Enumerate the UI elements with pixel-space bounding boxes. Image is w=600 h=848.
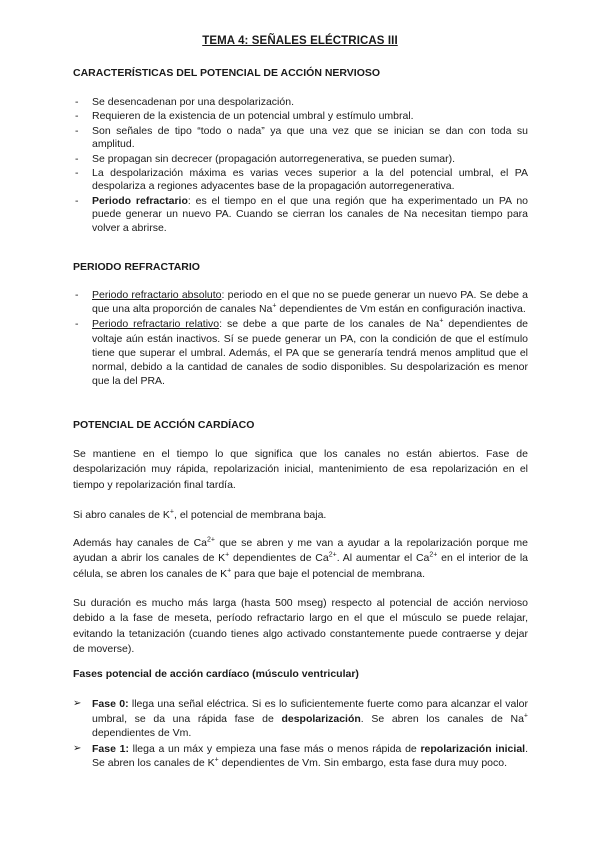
- list-periodo: [73, 288, 528, 389]
- paragraph: Se mantiene en el tiempo lo que significa que los canales no están abiertos. Fase de despolarización muy rápida, repolarización inicial, mantenimiento de esa repolarización en el tiempo y repolarización final tardía.: [73, 448, 528, 491]
- list-item: ➢ Fase 0: llega una señal eléctrica. Si es lo suficientemente fuerte como para alcanzar el valor umbral, se da una rápida fase de despolarización. Se abren los canales de Na+ dependientes de Vm.: [73, 698, 529, 739]
- paragraph: Si abro canales de K+, el potencial de membrana baja.: [73, 508, 327, 521]
- list-item: - Requieren de la existencia de un potencial umbral y estímulo umbral.: [75, 110, 414, 123]
- section-heading-nervioso: CARACTERÍSTICAS DEL POTENCIAL DE ACCIÓN NERVIOSO: [73, 67, 381, 79]
- list-item: - Periodo refractario absoluto: periodo en el que no se puede generar un nuevo PA. Se debe a que una alta proporción de canales Na+ dependientes de Vm están en configuración inactiva.: [75, 289, 528, 316]
- list-caracteristicas: [73, 96, 528, 236]
- arrow-bullet-icon: ➢: [73, 698, 82, 709]
- list-item: - Periodo refractario: es el tiempo en el que una región que ha experimentado un PA no puede generar un nuevo PA. Cuando se cierran los canales de Na necesitan tiempo para volver a abrirse.: [75, 194, 529, 234]
- list-item: - Son señales de tipo “todo o nada” ya que una vez que se inician se dan con toda su amplitud.: [75, 124, 528, 151]
- paragraph: Su duración es mucho más larga (hasta 500 mseg) respecto al potencial de acción nervioso debido a la fase de meseta, período refractario largo en el que el músculo se puede relajar, evitando la tetanización (cuando tienes algo activado constantemente puede contraerse y dejar de moverse).: [73, 597, 528, 655]
- page-title: TEMA 4: SEÑALES ELÉCTRICAS III: [202, 35, 398, 47]
- section-heading-periodo: PERIODO REFRACTARIO: [73, 261, 200, 273]
- list-item: - Se propagan sin decrecer (propagación autorregenerativa, se pueden sumar).: [75, 152, 456, 165]
- paragraph: Además hay canales de $Ca^{2+}$ que se abren y me van a ayudar a la repolarización porque me ayudan a abrir los canales de K+ dependientes de $Ca^{2+}$. Al aumentar el $Ca^{2+}$ en el interior de la célula, se abren los canales de K+ para que baje el potencial de membrana.: [73, 536, 528, 580]
- list-item: - Se desencadenan por una despolarización.: [75, 96, 294, 108]
- section-heading-fases: Fases potencial de acción cardíaco (músculo ventricular): [73, 668, 359, 680]
- arrow-bullet-icon: ➢: [73, 742, 82, 754]
- list-item: ➢ Fase 1: llega a un máx y empieza una fase más o menos rápida de repolarización inicial. Se abren los canales de K+ dependientes de Vm. Sin embargo, esta fase dura muy poco.: [73, 742, 528, 769]
- list-item: - La despolarización máxima es varias veces superior a la del potencial umbral, el PA despolariza a regiones adyacentes base de la propagación autorregenerativa.: [75, 167, 528, 193]
- list-item: - Periodo refractario relativo: se debe a que parte de los canales de Na+ dependientes de voltaje aún están inactivos. Sí se puede generar un PA, con la condición de que el estímulo tiene que superar el umbral. Además, el PA que se generaría tendrá menos amplitud que el normal, debido a la cantidad de canales de sodio disponibles. Su despolarización es menor que la del PRA.: [75, 317, 529, 388]
- section-heading-cardiaco: POTENCIAL DE ACCIÓN CARDÍACO: [73, 419, 255, 431]
- list-fases: [73, 697, 528, 772]
